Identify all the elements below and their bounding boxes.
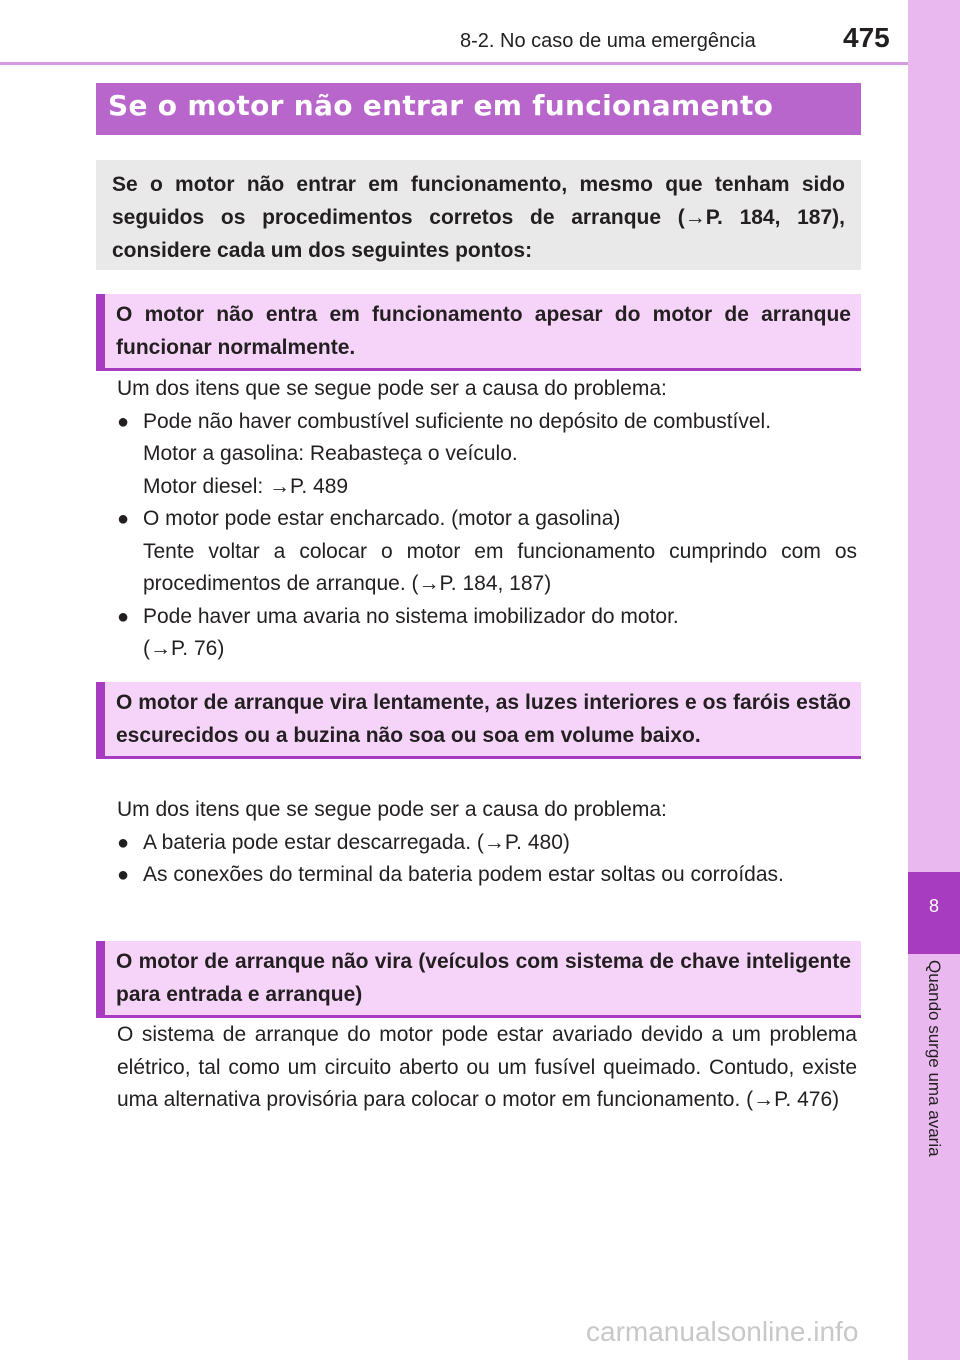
list-item: [117, 406, 857, 504]
bullet-icon: ●: [117, 508, 130, 530]
section-heading-text: O motor de arranque vira lentamente, as luzes interiores e os faróis estão escurecidos ou a buzina não soa ou soa em volume baixo.: [116, 691, 851, 747]
intro-box: [96, 160, 861, 270]
list-item: [117, 827, 857, 860]
list-item-subline: Tente voltar a colocar o motor em funcionamento cumprindo com os procedimentos de arranque. (→P. 184, 187): [143, 539, 857, 595]
section-heading-1: [96, 294, 861, 371]
side-tab-number: 8: [928, 896, 939, 916]
list-item-text: Pode não haver combustível suficiente no depósito de combustível.: [143, 409, 772, 433]
bullet-icon: ●: [117, 831, 130, 854]
list-item-subline: Motor diesel: →P. 489: [143, 474, 349, 498]
section-heading-text: O motor não entra em funcionamento apesar do motor de arranque funcionar normalmente.: [116, 303, 851, 359]
section-lead: Um dos itens que se segue pode ser a causa do problema:: [117, 798, 667, 821]
list-item-subline: (→P. 76): [143, 637, 225, 660]
section-body-1: [117, 373, 857, 666]
section-header: 8-2. No caso de uma emergência: [460, 30, 756, 52]
list-item-text: As conexões do terminal da bateria podem estar soltas ou corroídas.: [143, 863, 784, 886]
section-body-2: [117, 794, 857, 892]
list-item-text: O motor pode estar encharcado. (motor a gasolina): [143, 507, 621, 530]
list-item: [117, 601, 857, 666]
list-item: [117, 503, 857, 601]
section-lead: Um dos itens que se segue pode ser a causa do problema:: [117, 377, 667, 400]
header-rule: [0, 62, 908, 65]
section-heading-3: [96, 941, 861, 1018]
list-item-text: A bateria pode estar descarregada. (→P. 480): [143, 830, 570, 854]
section-body-3: [117, 1019, 857, 1117]
bullet-icon: ●: [117, 605, 130, 628]
section-paragraph: O sistema de arranque do motor pode estar avariado devido a um problema elétrico, tal como um circuito aberto ou um fusível queimado. Contudo, existe uma alternativa provisória para colocar o motor em funcionamento. (→P. 476): [117, 1023, 857, 1111]
section-heading-text: O motor de arranque não vira (veículos com sistema de chave inteligente para entrada e arranque): [116, 950, 851, 1006]
intro-text: Se o motor não entrar em funcionamento, mesmo que tenham sido seguidos os procedimentos corretos de arranque (→P. 184, 187), considere cada um dos seguintes pontos:: [112, 173, 845, 262]
list-item-subline: Motor a gasolina: Reabasteça o veículo.: [143, 442, 518, 465]
title-bar: [96, 83, 861, 135]
page-title: Se o motor não entrar em funcionamento: [108, 89, 774, 122]
section-heading-2: [96, 682, 861, 759]
list-item-text: Pode haver uma avaria no sistema imobilizador do motor.: [143, 604, 679, 628]
list-item: [117, 859, 857, 892]
watermark: carmanualsonline.info: [586, 1316, 859, 1347]
bullet-icon: ●: [117, 864, 130, 886]
bullet-icon: ●: [117, 410, 130, 433]
page-number: 475: [843, 22, 890, 53]
side-tab-label: Quando surge uma avaria: [925, 960, 944, 1157]
